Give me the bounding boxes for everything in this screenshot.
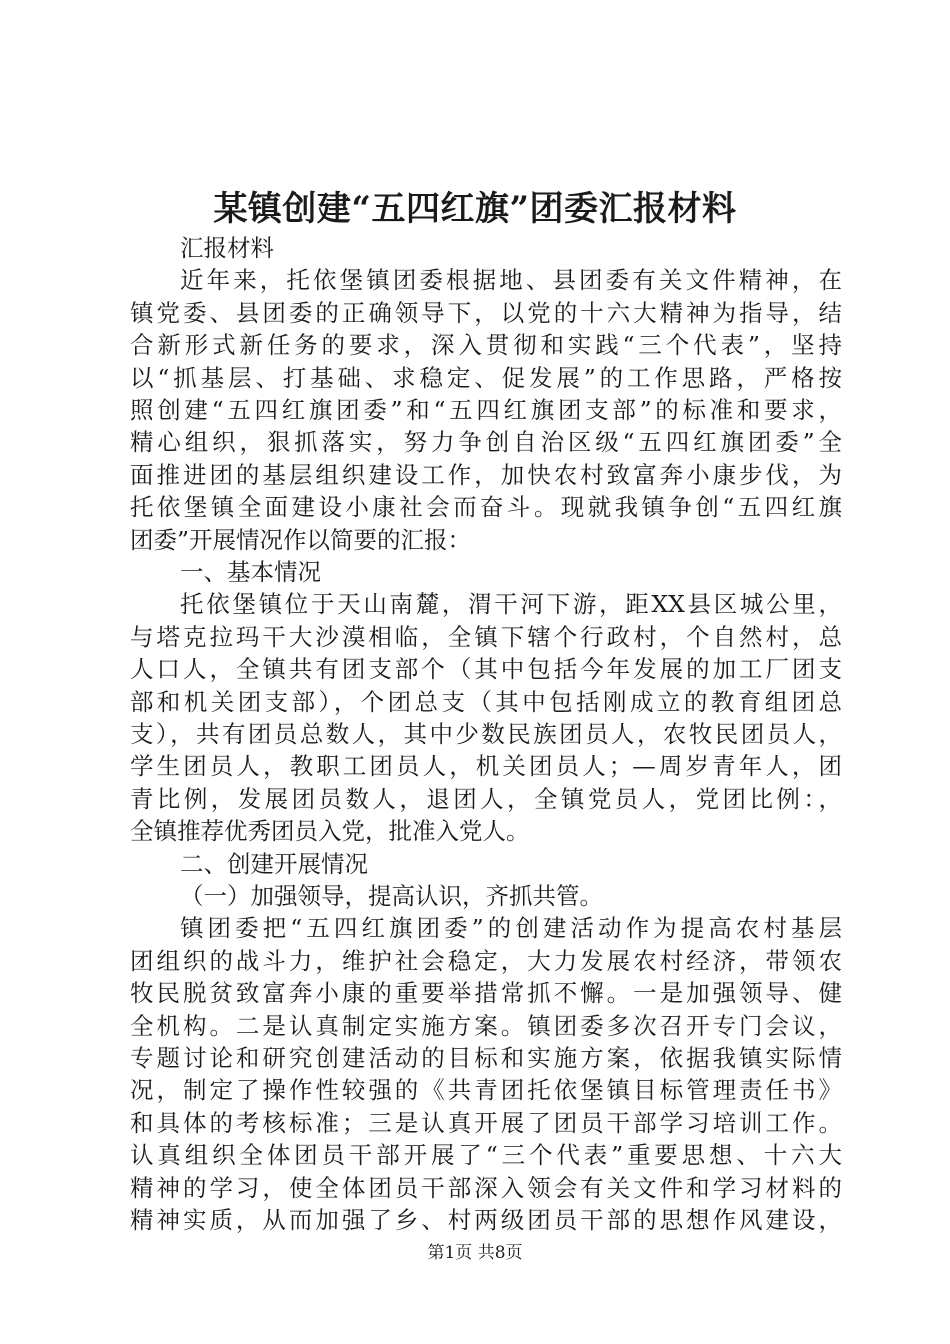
text-line: 全机构。二是认真制定实施方案。镇团委多次召开专门会议， (130, 1011, 842, 1040)
text-line: （一）加强领导，提高认识，齐抓共管。 (180, 882, 603, 910)
text-line: 认真组织全体团员干部开展了“三个代表”重要思想、十六大 (130, 1141, 842, 1170)
text-line: 以“抓基层、打基础、求稳定、促发展”的工作思路，严格按 (130, 363, 842, 392)
text-line: 人口人，全镇共有团支部个（其中包括今年发展的加工厂团支 (130, 655, 842, 684)
text-line: 精神的学习，使全体团员干部深入领会有关文件和学习材料的 (130, 1173, 842, 1202)
text-line: 精心组织，狠抓落实，努力争创自治区级“五四红旗团委”全 (130, 428, 842, 457)
text-line: 部和机关团支部），个团总支（其中包括刚成立的教育组团总 (130, 687, 842, 716)
text-line: 况，制定了操作性较强的《共青团托依堡镇目标管理责任书》 (130, 1076, 842, 1105)
text-line: 照创建“五四红旗团委”和“五四红旗团支部”的标准和要求， (130, 396, 842, 424)
text-line: 面推进团的基层组织建设工作，加快农村致富奔小康步伐，为 (130, 460, 842, 489)
text-line: 近年来，托依堡镇团委根据地、县团委有关文件精神，在 (180, 266, 842, 295)
text-line: 青比例，发展团员数人，退团人，全镇党员人，党团比例：， (130, 784, 842, 813)
text-line: 学生团员人，教职工团员人，机关团员人；—周岁青年人，团 (130, 752, 842, 781)
text-line: 和具体的考核标准；三是认真开展了团员干部学习培训工作。 (130, 1108, 842, 1137)
text-line: 牧民脱贫致富奔小康的重要举措常抓不懈。一是加强领导、健 (130, 979, 842, 1008)
text-line: 汇报材料 (180, 234, 274, 262)
text-line: 精神实质，从而加强了乡、村两级团员干部的思想作风建设， (130, 1206, 842, 1234)
text-line: 团组织的战斗力，维护社会稳定，大力发展农村经济，带领农 (130, 946, 842, 975)
text-line: 镇团委把“五四红旗团委”的创建活动作为提高农村基层 (180, 914, 842, 943)
text-line: 与塔克拉玛干大沙漠相临，全镇下辖个行政村，个自然村，总 (130, 622, 842, 651)
text-line: 二、创建开展情况 (180, 849, 368, 878)
text-line: 支），共有团员总数人，其中少数民族团员人，农牧民团员人， (130, 720, 842, 748)
text-line: 托依堡镇位于天山南麓，渭干河下游，距XX县区城公里， (180, 590, 842, 619)
text-line: 合新形式新任务的要求，深入贯彻和实践“三个代表”，坚持 (130, 331, 842, 360)
text-line: 托依堡镇全面建设小康社会而奋斗。现就我镇争创“五四红旗 (130, 493, 842, 522)
text-line: 全镇推荐优秀团员入党，批准入党人。 (130, 817, 530, 846)
text-line: 专题讨论和研究创建活动的目标和实施方案，依据我镇实际情 (130, 1044, 842, 1072)
text-line: 一、基本情况 (180, 558, 321, 586)
document-title: 某镇创建“五四红旗”团委汇报材料 (213, 189, 737, 229)
text-line: 团委”开展情况作以简要的汇报： (130, 525, 472, 554)
text-line: 镇党委、县团委的正确领导下，以党的十六大精神为指导，结 (130, 298, 842, 327)
page-footer: 第1页 共8页 (427, 1243, 523, 1263)
